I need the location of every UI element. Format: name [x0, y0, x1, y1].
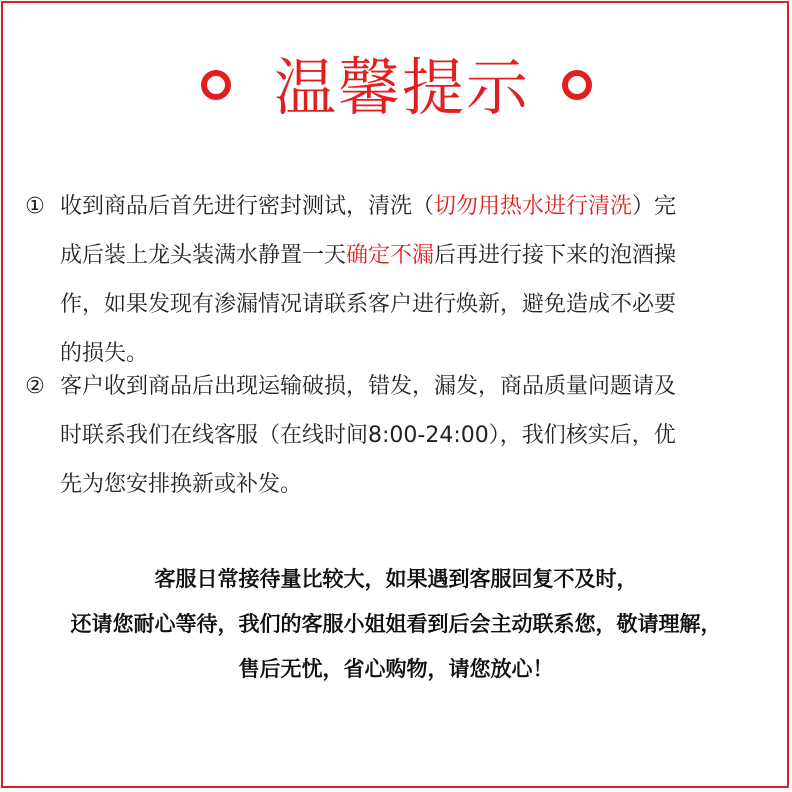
- line-text: ）完: [632, 194, 677, 219]
- circle-bullet-icon: [562, 70, 592, 100]
- warning-highlight: 确定不漏: [346, 243, 435, 268]
- notice-line: [60, 411, 772, 460]
- notice-line: [60, 280, 772, 329]
- closing-line: 售后无忧，省心购物，请您放心！: [238, 657, 554, 681]
- closing-line: 还请您耐心等待，我们的客服小姐姐看到后会主动联系您，敬请理解，: [70, 612, 722, 636]
- notice-line: [60, 460, 772, 509]
- notice-line: [60, 362, 772, 411]
- notice-line: [60, 182, 772, 231]
- line-text: 作，如果发现有渗漏情况请联系客户进行焕新，避免造成不必要: [60, 292, 677, 317]
- title-row: [0, 48, 792, 132]
- line-text: 时联系我们在线客服（在线时间8:00-24:00），我们核实后，优: [60, 423, 676, 448]
- line-text: 客户收到商品后出现运输破损，错发，漏发，商品质量问题请及: [60, 374, 677, 399]
- notice-number: ②: [25, 374, 45, 399]
- notice-body: [60, 362, 772, 509]
- notice-line: [60, 231, 772, 280]
- warning-highlight: 切勿用热水进行清洗: [434, 194, 633, 219]
- line-text: 成后装上龙头装满水静置一天: [60, 243, 347, 268]
- line-text: 收到商品后首先进行密封测试，清洗（: [60, 194, 435, 219]
- line-text: 的损失。: [60, 341, 149, 366]
- line-text: 先为您安排换新或补发。: [60, 472, 303, 497]
- circle-bullet-icon: [201, 70, 231, 100]
- notice-number: ①: [25, 194, 45, 219]
- page-title: 温馨提示: [273, 51, 530, 124]
- notice-body: [60, 182, 772, 378]
- line-text: 后再进行接下来的泡酒操: [434, 243, 677, 268]
- closing-line: 客服日常接待量比较大，如果遇到客服回复不及时，: [154, 567, 638, 591]
- closing-message: [0, 557, 792, 692]
